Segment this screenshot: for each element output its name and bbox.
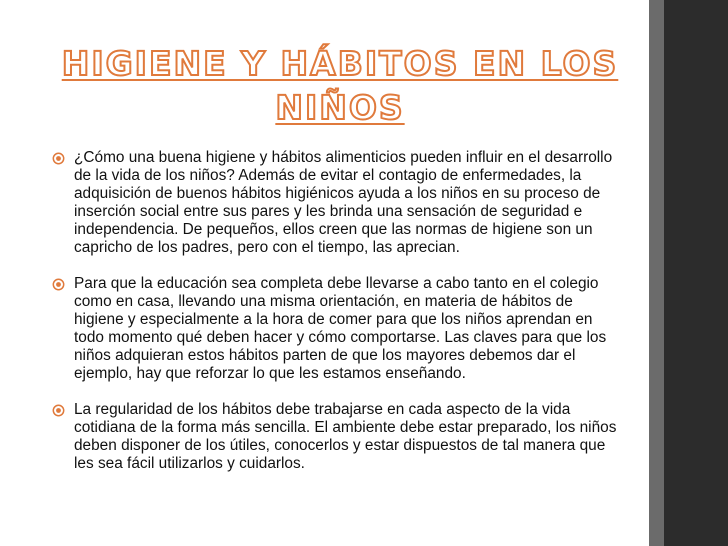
circle-bullet-icon <box>52 404 65 417</box>
bullet-list <box>48 149 618 491</box>
bullet-text: La regularidad de los hábitos debe trabajarse en cada aspecto de la vida cotidiana de la forma más sencilla. El ambiente debe estar preparado, los niños deben disponer de los útiles, conocerlos y estar dispuestos de tal manera que les sea fácil utilizarlos y cuidarlos. <box>74 401 617 472</box>
bullet-item <box>48 149 618 257</box>
side-band-gray <box>649 0 664 546</box>
bullet-text: Para que la educación sea completa debe llevarse a cabo tanto en el colegio como en casa, llevando una misma orientación, en materia de hábitos de higiene y especialmente a la hora de comer para que los niños aprendan en todo momento qué deben hacer y cómo comportarse. Las claves para que los niños adquieran estos hábitos parten de que los mayores debemos dar el ejemplo, hay que reforzar lo que les estamos enseñando. <box>74 275 607 382</box>
bullet-item <box>48 275 618 383</box>
circle-bullet-icon <box>52 152 65 165</box>
slide-title: HIGIENE Y HÁBITOS EN LOS NIÑOS <box>61 44 619 127</box>
side-band-dark <box>664 0 728 546</box>
circle-bullet-icon <box>52 278 65 291</box>
bullet-item <box>48 401 618 473</box>
bullet-text: ¿Cómo una buena higiene y hábitos alimenticios pueden influir en el desarrollo de la vida de los niños? Además de evitar el contagio de enfermedades, la adquisición de buenos hábitos higiénicos ayuda a los niños en su proceso de inserción social entre sus pares y les brinda una sensación de seguridad e independencia. De pequeños, ellos creen que las normas de higiene son un capricho de los padres, pero con el tiempo, las aprecian. <box>74 149 613 256</box>
